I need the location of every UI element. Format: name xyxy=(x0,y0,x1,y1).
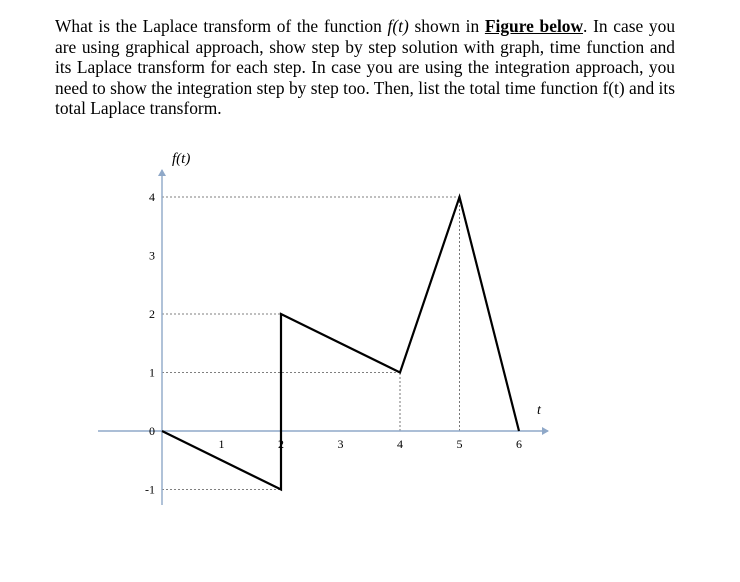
y-tick-label: -1 xyxy=(145,482,155,497)
x-tick-labels xyxy=(219,437,523,451)
x-tick-label: 5 xyxy=(456,437,463,451)
y-tick-labels xyxy=(145,190,155,497)
y-axis-label: f(t) xyxy=(172,151,191,167)
x-tick-label: 3 xyxy=(337,437,344,451)
figure-reference-link[interactable]: Figure below xyxy=(484,16,584,36)
y-tick-label: 1 xyxy=(149,365,155,380)
y-tick-label: 0 xyxy=(149,424,155,438)
question-text-part-3: . In case you are using graphical approach, show step by step solution with graph, time function and its Laplace transform for each step. In case you are using the integration approach, you need to show the integration step by step too. Then, list the total time function f(t) and its total Laplace transform. xyxy=(55,16,676,119)
question-text-part-2: shown in xyxy=(408,16,485,36)
question-text-part-1: What is the Laplace transform of the function xyxy=(55,16,388,36)
y-tick-label: 3 xyxy=(149,248,155,263)
dashed-guide-lines xyxy=(162,197,460,490)
axes xyxy=(98,170,548,505)
x-tick-label: 6 xyxy=(516,437,522,451)
x-tick-label: 4 xyxy=(397,437,403,451)
y-tick-label: 2 xyxy=(149,307,155,321)
y-tick-label: 4 xyxy=(149,190,155,204)
x-axis-label: t xyxy=(537,403,541,418)
x-tick-label: 1 xyxy=(218,437,225,451)
x-tick-label: 2 xyxy=(278,437,284,451)
function-symbol: f(t) xyxy=(387,16,409,36)
